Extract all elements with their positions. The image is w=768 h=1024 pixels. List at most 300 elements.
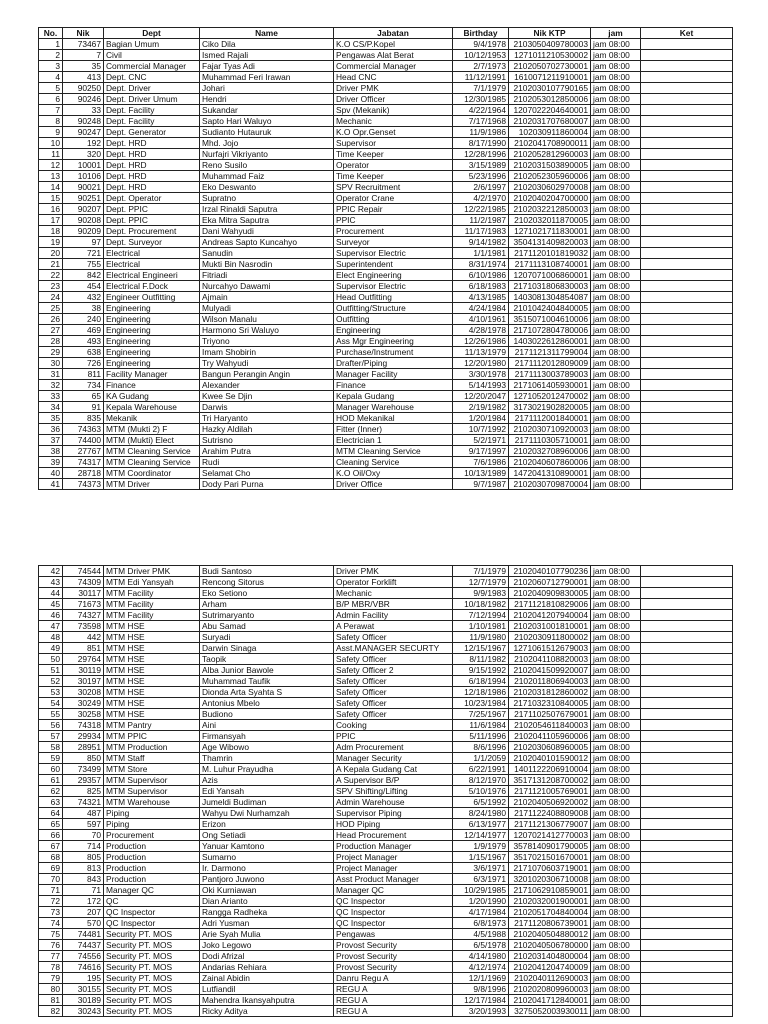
cell-bday: 8/17/1990 bbox=[453, 138, 509, 149]
table-row bbox=[39, 1006, 733, 1017]
cell-jam: jam 08:00 bbox=[591, 709, 641, 720]
cell-no: 31 bbox=[39, 369, 63, 380]
table-row bbox=[39, 874, 733, 885]
table-row bbox=[39, 764, 733, 775]
cell-no: 63 bbox=[39, 797, 63, 808]
table-row bbox=[39, 577, 733, 588]
cell-dept: Electrical bbox=[104, 259, 200, 270]
cell-ktp: 2102051704840004 bbox=[509, 907, 591, 918]
cell-bday: 5/11/1996 bbox=[453, 731, 509, 742]
cell-jabatan: Procurement bbox=[334, 226, 453, 237]
cell-dept: Security PT. MOS bbox=[104, 984, 200, 995]
cell-dept: MTM Warehouse bbox=[104, 797, 200, 808]
cell-name: Sutrimaryanto bbox=[200, 610, 334, 621]
cell-jabatan: Time Keeper bbox=[334, 149, 453, 160]
cell-nik: 172 bbox=[63, 896, 104, 907]
cell-name: Erizon bbox=[200, 819, 334, 830]
cell-nik: 90250 bbox=[63, 83, 104, 94]
cell-jabatan: SPV Shifting/Lifting bbox=[334, 786, 453, 797]
cell-ket bbox=[641, 303, 733, 314]
table-row bbox=[39, 237, 733, 248]
table-row bbox=[39, 479, 733, 490]
cell-ket bbox=[641, 764, 733, 775]
cell-ket bbox=[641, 83, 733, 94]
cell-jabatan: QC Inspector bbox=[334, 907, 453, 918]
cell-bday: 12/18/1986 bbox=[453, 687, 509, 698]
cell-no: 42 bbox=[39, 566, 63, 577]
cell-nik: 90247 bbox=[63, 127, 104, 138]
cell-bday: 6/3/1971 bbox=[453, 874, 509, 885]
cell-dept: MTM HSE bbox=[104, 709, 200, 720]
cell-bday: 5/2/1971 bbox=[453, 435, 509, 446]
cell-name: Selamat Cho bbox=[200, 468, 334, 479]
cell-ket bbox=[641, 786, 733, 797]
cell-jam: jam 08:00 bbox=[591, 918, 641, 929]
cell-no: 73 bbox=[39, 907, 63, 918]
cell-dept: Dept. HRD bbox=[104, 138, 200, 149]
cell-ktp: 2171113108740001 bbox=[509, 259, 591, 270]
cell-no: 71 bbox=[39, 885, 63, 896]
cell-dept: QC Inspector bbox=[104, 918, 200, 929]
cell-bday: 9/15/1992 bbox=[453, 665, 509, 676]
cell-dept: Dept. Driver bbox=[104, 83, 200, 94]
cell-name: Pantjoro Juwono bbox=[200, 874, 334, 885]
cell-ktp: 1207022204640001 bbox=[509, 105, 591, 116]
table-row bbox=[39, 149, 733, 160]
cell-dept: Production bbox=[104, 841, 200, 852]
cell-jam: jam 08:00 bbox=[591, 50, 641, 61]
cell-nik: 811 bbox=[63, 369, 104, 380]
cell-jabatan: Kepala Gudang bbox=[334, 391, 453, 402]
cell-name: Ong Setiadi bbox=[200, 830, 334, 841]
cell-nik: 842 bbox=[63, 270, 104, 281]
cell-ktp: 2171070603719001 bbox=[509, 863, 591, 874]
cell-jam: jam 08:00 bbox=[591, 896, 641, 907]
table-row bbox=[39, 61, 733, 72]
cell-jam: jam 08:00 bbox=[591, 1006, 641, 1017]
cell-name: Nurfajri Vikriyanto bbox=[200, 149, 334, 160]
table-row bbox=[39, 885, 733, 896]
table-row bbox=[39, 566, 733, 577]
cell-name: Tri Haryanto bbox=[200, 413, 334, 424]
cell-jabatan: Superintendent bbox=[334, 259, 453, 270]
cell-bday: 1/1/2059 bbox=[453, 753, 509, 764]
cell-ket bbox=[641, 1006, 733, 1017]
cell-jam: jam 08:00 bbox=[591, 753, 641, 764]
cell-jabatan: Supervisor Piping bbox=[334, 808, 453, 819]
cell-no: 15 bbox=[39, 193, 63, 204]
cell-ket bbox=[641, 962, 733, 973]
cell-dept: Engineering bbox=[104, 358, 200, 369]
cell-ktp: 2102011806940003 bbox=[509, 676, 591, 687]
cell-jabatan: Provost Security bbox=[334, 962, 453, 973]
cell-ket bbox=[641, 720, 733, 731]
cell-no: 25 bbox=[39, 303, 63, 314]
cell-nik: 74363 bbox=[63, 424, 104, 435]
cell-name: Wahyu Dwi Nurhamzah bbox=[200, 808, 334, 819]
cell-no: 47 bbox=[39, 621, 63, 632]
cell-dept: Mekanik bbox=[104, 413, 200, 424]
table-row bbox=[39, 676, 733, 687]
cell-jam: jam 08:00 bbox=[591, 852, 641, 863]
table-row bbox=[39, 402, 733, 413]
cell-dept: MTM Store bbox=[104, 764, 200, 775]
cell-bday: 2/6/1997 bbox=[453, 182, 509, 193]
cell-nik: 813 bbox=[63, 863, 104, 874]
cell-bday: 12/7/1979 bbox=[453, 577, 509, 588]
cell-ktp: 3515071004610006 bbox=[509, 314, 591, 325]
cell-bday: 7/1/1979 bbox=[453, 83, 509, 94]
cell-jam: jam 08:00 bbox=[591, 907, 641, 918]
table-row bbox=[39, 270, 733, 281]
cell-dept: Dept. Generator bbox=[104, 127, 200, 138]
cell-no: 39 bbox=[39, 457, 63, 468]
cell-name: Rencong Sitorus bbox=[200, 577, 334, 588]
cell-no: 43 bbox=[39, 577, 63, 588]
cell-bday: 11/12/1991 bbox=[453, 72, 509, 83]
cell-no: 22 bbox=[39, 270, 63, 281]
cell-ktp: 2102041207940004 bbox=[509, 610, 591, 621]
cell-dept: Electrical F.Dock bbox=[104, 281, 200, 292]
cell-jam: jam 08:00 bbox=[591, 797, 641, 808]
cell-ktp: 1271061512679003 bbox=[509, 643, 591, 654]
cell-nik: 432 bbox=[63, 292, 104, 303]
cell-no: 34 bbox=[39, 402, 63, 413]
cell-ktp: 2102031404800004 bbox=[509, 951, 591, 962]
cell-ktp: 3517131208700002 bbox=[509, 775, 591, 786]
cell-nik: 90208 bbox=[63, 215, 104, 226]
cell-ket bbox=[641, 775, 733, 786]
cell-bday: 9/4/1978 bbox=[453, 39, 509, 50]
cell-ktp: 2102040909830005 bbox=[509, 588, 591, 599]
cell-jam: jam 08:00 bbox=[591, 687, 641, 698]
table-row bbox=[39, 610, 733, 621]
cell-nik: 74616 bbox=[63, 962, 104, 973]
cell-no: 27 bbox=[39, 325, 63, 336]
cell-dept: Dept. Operator bbox=[104, 193, 200, 204]
cell-jam: jam 08:00 bbox=[591, 588, 641, 599]
table-row bbox=[39, 852, 733, 863]
cell-name: Taopik bbox=[200, 654, 334, 665]
cell-name: Try Wahyudi bbox=[200, 358, 334, 369]
cell-ktp: 1403081304854087 bbox=[509, 292, 591, 303]
cell-bday: 8/31/1974 bbox=[453, 259, 509, 270]
cell-no: 41 bbox=[39, 479, 63, 490]
cell-dept: Commercial Manager bbox=[104, 61, 200, 72]
cell-jabatan: Asst.MANAGER SECURTY bbox=[334, 643, 453, 654]
cell-name: Mhd. Jojo bbox=[200, 138, 334, 149]
cell-nik: 493 bbox=[63, 336, 104, 347]
cell-jam: jam 08:00 bbox=[591, 676, 641, 687]
cell-dept: KA Gudang bbox=[104, 391, 200, 402]
cell-ktp: 2102040506920002 bbox=[509, 797, 591, 808]
cell-nik: 487 bbox=[63, 808, 104, 819]
table-row bbox=[39, 292, 733, 303]
header-no: No. bbox=[39, 28, 63, 39]
cell-bday: 6/13/1977 bbox=[453, 819, 509, 830]
cell-ktp: 2102032011870005 bbox=[509, 215, 591, 226]
employee-table-bottom bbox=[38, 565, 733, 1017]
cell-jam: jam 08:00 bbox=[591, 248, 641, 259]
cell-no: 45 bbox=[39, 599, 63, 610]
table-row bbox=[39, 468, 733, 479]
cell-name: Sudianto Hutauruk bbox=[200, 127, 334, 138]
cell-name: Sumarno bbox=[200, 852, 334, 863]
cell-nik: 74321 bbox=[63, 797, 104, 808]
cell-bday: 11/13/1979 bbox=[453, 347, 509, 358]
cell-dept: MTM HSE bbox=[104, 654, 200, 665]
cell-bday: 8/12/1970 bbox=[453, 775, 509, 786]
cell-dept: Bagian Umum bbox=[104, 39, 200, 50]
cell-jabatan: Supervisor Electric bbox=[334, 248, 453, 259]
header-ket: Ket bbox=[641, 28, 733, 39]
table-row bbox=[39, 138, 733, 149]
cell-ket bbox=[641, 50, 733, 61]
cell-dept: Manager QC bbox=[104, 885, 200, 896]
cell-dept: Production bbox=[104, 863, 200, 874]
cell-dept: Dept. HRD bbox=[104, 149, 200, 160]
cell-jam: jam 08:00 bbox=[591, 226, 641, 237]
cell-dept: Engineering bbox=[104, 325, 200, 336]
cell-jam: jam 08:00 bbox=[591, 446, 641, 457]
cell-ktp: 2171112001840001 bbox=[509, 413, 591, 424]
cell-name: Sutrisno bbox=[200, 435, 334, 446]
cell-ktp: 2171032310840005 bbox=[509, 698, 591, 709]
cell-name: Johari bbox=[200, 83, 334, 94]
cell-nik: 97 bbox=[63, 237, 104, 248]
cell-ket bbox=[641, 654, 733, 665]
cell-jam: jam 08:00 bbox=[591, 369, 641, 380]
cell-dept: Engineering bbox=[104, 336, 200, 347]
cell-ket bbox=[641, 731, 733, 742]
cell-no: 66 bbox=[39, 830, 63, 841]
cell-name: Suryadi bbox=[200, 632, 334, 643]
cell-jam: jam 08:00 bbox=[591, 632, 641, 643]
cell-bday: 4/28/1978 bbox=[453, 325, 509, 336]
cell-jam: jam 08:00 bbox=[591, 435, 641, 446]
cell-no: 56 bbox=[39, 720, 63, 731]
cell-no: 16 bbox=[39, 204, 63, 215]
cell-dept: Kepala Warehouse bbox=[104, 402, 200, 413]
table-row bbox=[39, 391, 733, 402]
cell-no: 77 bbox=[39, 951, 63, 962]
cell-jabatan: Driver PMK bbox=[334, 566, 453, 577]
table-row bbox=[39, 369, 733, 380]
table-row bbox=[39, 775, 733, 786]
cell-dept: MTM Facility bbox=[104, 610, 200, 621]
cell-bday: 5/14/1993 bbox=[453, 380, 509, 391]
cell-ket bbox=[641, 709, 733, 720]
cell-jam: jam 08:00 bbox=[591, 325, 641, 336]
cell-bday: 12/20/1980 bbox=[453, 358, 509, 369]
cell-ktp: 2171112012809009 bbox=[509, 358, 591, 369]
cell-bday: 6/18/1994 bbox=[453, 676, 509, 687]
cell-ktp: 1207071006860001 bbox=[509, 270, 591, 281]
cell-ket bbox=[641, 863, 733, 874]
cell-ktp: 2171062910859001 bbox=[509, 885, 591, 896]
cell-dept: Finance bbox=[104, 380, 200, 391]
cell-jabatan: Safety Officer bbox=[334, 687, 453, 698]
cell-ket bbox=[641, 369, 733, 380]
cell-name: Arahim Putra bbox=[200, 446, 334, 457]
cell-ket bbox=[641, 973, 733, 984]
cell-name: Kwee Se Djin bbox=[200, 391, 334, 402]
cell-name: Muhammad Feri Irawan bbox=[200, 72, 334, 83]
cell-ktp: 2102020809960003 bbox=[509, 984, 591, 995]
table-row bbox=[39, 588, 733, 599]
cell-ket bbox=[641, 105, 733, 116]
cell-jam: jam 08:00 bbox=[591, 468, 641, 479]
cell-jam: jam 08:00 bbox=[591, 380, 641, 391]
cell-ket bbox=[641, 819, 733, 830]
cell-nik: 90021 bbox=[63, 182, 104, 193]
cell-jabatan: Driver PMK bbox=[334, 83, 453, 94]
cell-ktp: 2102040101590012 bbox=[509, 753, 591, 764]
cell-jabatan: Cleaning Service bbox=[334, 457, 453, 468]
table-row bbox=[39, 995, 733, 1006]
cell-dept: MTM HSE bbox=[104, 665, 200, 676]
cell-name: Hendri bbox=[200, 94, 334, 105]
cell-jam: jam 08:00 bbox=[591, 995, 641, 1006]
cell-nik: 734 bbox=[63, 380, 104, 391]
cell-no: 19 bbox=[39, 237, 63, 248]
cell-ktp: 3275052003930011 bbox=[509, 1006, 591, 1017]
cell-jam: jam 08:00 bbox=[591, 160, 641, 171]
cell-nik: 240 bbox=[63, 314, 104, 325]
cell-bday: 7/25/1967 bbox=[453, 709, 509, 720]
cell-ket bbox=[641, 94, 733, 105]
cell-jabatan: Outfitting/Structure bbox=[334, 303, 453, 314]
cell-ktp: 2102060712790001 bbox=[509, 577, 591, 588]
cell-no: 53 bbox=[39, 687, 63, 698]
cell-bday: 5/23/1996 bbox=[453, 171, 509, 182]
cell-nik: 714 bbox=[63, 841, 104, 852]
cell-ket bbox=[641, 72, 733, 83]
cell-no: 52 bbox=[39, 676, 63, 687]
cell-name: Dian Arianto bbox=[200, 896, 334, 907]
table-row bbox=[39, 204, 733, 215]
table-body-top bbox=[39, 39, 733, 490]
cell-dept: Dept. PPIC bbox=[104, 215, 200, 226]
cell-dept: MTM Supervisor bbox=[104, 786, 200, 797]
cell-ktp: 1271052012470002 bbox=[509, 391, 591, 402]
cell-jam: jam 08:00 bbox=[591, 105, 641, 116]
cell-name: Dody Pari Purna bbox=[200, 479, 334, 490]
table-row bbox=[39, 742, 733, 753]
cell-jam: jam 08:00 bbox=[591, 457, 641, 468]
cell-bday: 2/19/1982 bbox=[453, 402, 509, 413]
table-row bbox=[39, 907, 733, 918]
cell-dept: MTM Edi Yansyah bbox=[104, 577, 200, 588]
cell-nik: 10001 bbox=[63, 160, 104, 171]
cell-jabatan: Manager Warehouse bbox=[334, 402, 453, 413]
cell-name: Nurcahyo Dawami bbox=[200, 281, 334, 292]
cell-bday: 11/17/1983 bbox=[453, 226, 509, 237]
cell-no: 57 bbox=[39, 731, 63, 742]
cell-ktp: 2102041204740009 bbox=[509, 962, 591, 973]
cell-no: 50 bbox=[39, 654, 63, 665]
cell-jabatan: Project Manager bbox=[334, 852, 453, 863]
cell-no: 33 bbox=[39, 391, 63, 402]
cell-ket bbox=[641, 413, 733, 424]
cell-jam: jam 08:00 bbox=[591, 830, 641, 841]
header-nik: Nik bbox=[63, 28, 104, 39]
cell-ket bbox=[641, 698, 733, 709]
cell-ktp: 2102030710920003 bbox=[509, 424, 591, 435]
cell-jabatan: REGU A bbox=[334, 1006, 453, 1017]
cell-no: 82 bbox=[39, 1006, 63, 1017]
cell-nik: 74318 bbox=[63, 720, 104, 731]
cell-jabatan: A Supervisor B/P bbox=[334, 775, 453, 786]
cell-ktp: 2171102507679001 bbox=[509, 709, 591, 720]
cell-ktp: 1271021711830001 bbox=[509, 226, 591, 237]
cell-no: 17 bbox=[39, 215, 63, 226]
cell-jabatan: Danru Regu A bbox=[334, 973, 453, 984]
table-row bbox=[39, 94, 733, 105]
cell-ktp: 2102041509920007 bbox=[509, 665, 591, 676]
cell-jam: jam 08:00 bbox=[591, 215, 641, 226]
cell-no: 21 bbox=[39, 259, 63, 270]
cell-jabatan: Admin Facility bbox=[334, 610, 453, 621]
cell-bday: 11/6/1984 bbox=[453, 720, 509, 731]
cell-bday: 12/30/1985 bbox=[453, 94, 509, 105]
cell-jabatan: Pengawas bbox=[334, 929, 453, 940]
table-row bbox=[39, 929, 733, 940]
cell-ktp: 2102030608960005 bbox=[509, 742, 591, 753]
table-row bbox=[39, 303, 733, 314]
cell-dept: Dept. CNC bbox=[104, 72, 200, 83]
cell-dept: MTM (Mukti 2) F bbox=[104, 424, 200, 435]
cell-ktp: 2102040107790236 bbox=[509, 566, 591, 577]
cell-ktp: 102030911860004 bbox=[509, 127, 591, 138]
cell-bday: 12/15/1967 bbox=[453, 643, 509, 654]
cell-jam: jam 08:00 bbox=[591, 270, 641, 281]
cell-ktp: 3173021902820005 bbox=[509, 402, 591, 413]
cell-name: Sanudin bbox=[200, 248, 334, 259]
cell-jam: jam 08:00 bbox=[591, 929, 641, 940]
cell-jam: jam 08:00 bbox=[591, 577, 641, 588]
cell-bday: 9/9/1983 bbox=[453, 588, 509, 599]
cell-ket bbox=[641, 632, 733, 643]
cell-bday: 5/10/1976 bbox=[453, 786, 509, 797]
cell-dept: Civil bbox=[104, 50, 200, 61]
cell-name: Rangga Radheka bbox=[200, 907, 334, 918]
employee-table-top bbox=[38, 27, 733, 490]
cell-ktp: 2171031806830003 bbox=[509, 281, 591, 292]
cell-no: 13 bbox=[39, 171, 63, 182]
cell-nik: 74400 bbox=[63, 435, 104, 446]
cell-nik: 35 bbox=[63, 61, 104, 72]
cell-dept: Dept. Facility bbox=[104, 105, 200, 116]
cell-dept: Security PT. MOS bbox=[104, 973, 200, 984]
table-row bbox=[39, 193, 733, 204]
cell-jabatan: Driver Office bbox=[334, 479, 453, 490]
cell-ktp: 2103050409780003 bbox=[509, 39, 591, 50]
cell-dept: MTM Driver PMK bbox=[104, 566, 200, 577]
header-name: Name bbox=[200, 28, 334, 39]
cell-ket bbox=[641, 588, 733, 599]
cell-jabatan: MTM Cleaning Service bbox=[334, 446, 453, 457]
cell-ket bbox=[641, 984, 733, 995]
cell-jabatan: QC Inspector bbox=[334, 896, 453, 907]
cell-ket bbox=[641, 830, 733, 841]
cell-ktp: 1401122206910004 bbox=[509, 764, 591, 775]
cell-jabatan: Engineering bbox=[334, 325, 453, 336]
cell-name: Dodi Afrizal bbox=[200, 951, 334, 962]
cell-jam: jam 08:00 bbox=[591, 72, 641, 83]
table-row bbox=[39, 841, 733, 852]
cell-no: 81 bbox=[39, 995, 63, 1006]
